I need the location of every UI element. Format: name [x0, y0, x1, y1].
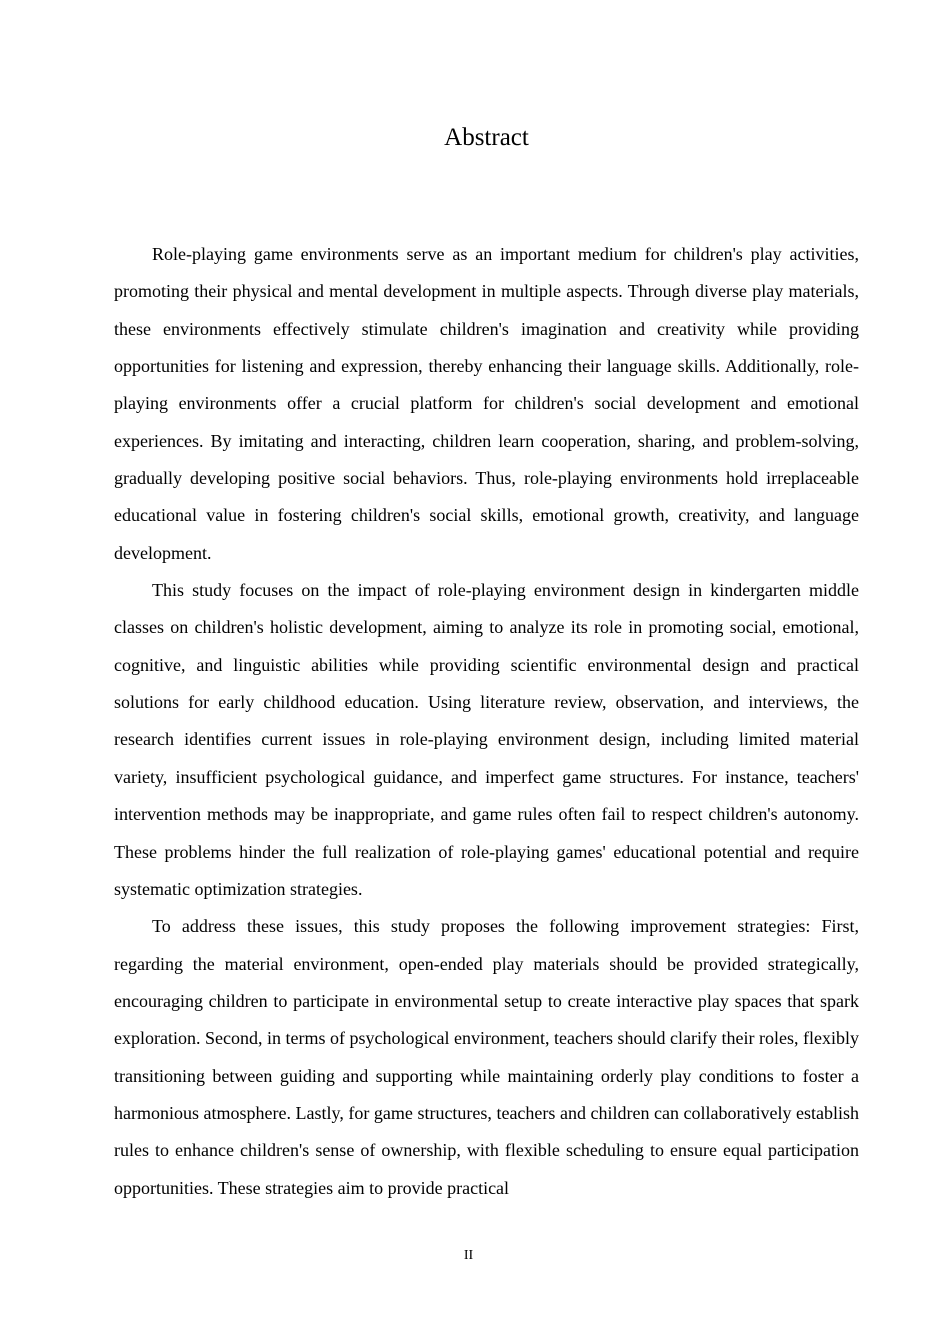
paragraph: This study focuses on the impact of role-playing environment design in kindergarten middle classes on children's holistic development, aiming to analyze its role in promoting social, emotional, cognitive, and linguistic abilities while providing scientific environmental design and practical solutions for early childhood education. Using literature review, observation, and interviews, the research identifies current issues in role-playing environment design, including limited material variety, insufficient psychological guidance, and imperfect game structures. For instance, teachers' intervention methods may be inappropriate, and game rules often fail to respect children's autonomy. These problems hinder the full realization of role-playing games' educational potential and require systematic optimization strategies. [114, 580, 859, 899]
paragraph: Role-playing game environments serve as an important medium for children's play activities, promoting their physical and mental development in multiple aspects. Through diverse play materials, these environments effectively stimulate children's imagination and creativity while providing opportunities for listening and expression, thereby enhancing their language skills. Additionally, role-playing environments offer a crucial platform for children's social development and emotional experiences. By imitating and interacting, children learn cooperation, sharing, and problem-solving, gradually developing positive social behaviors. Thus, role-playing environments hold irreplaceable educational value in fostering children's social skills, emotional growth, creativity, and language development. [114, 244, 859, 563]
abstract-body [114, 236, 859, 1207]
paragraph: To address these issues, this study proposes the following improvement strategies: First, regarding the material environment, open-ended play materials should be provided strategically, encouraging children to participate in environmental setup to create interactive play spaces that spark exploration. Second, in terms of psychological environment, teachers should clarify their roles, flexibly transitioning between guiding and supporting while maintaining orderly play conditions to foster a harmonious atmosphere. Lastly, for game structures, teachers and children can collaboratively establish rules to enhance children's sense of ownership, with flexible scheduling to ensure equal participation opportunities. These strategies aim to provide practical [114, 916, 859, 1198]
page-title: Abstract [444, 124, 529, 151]
page-number: II [463, 1248, 474, 1263]
